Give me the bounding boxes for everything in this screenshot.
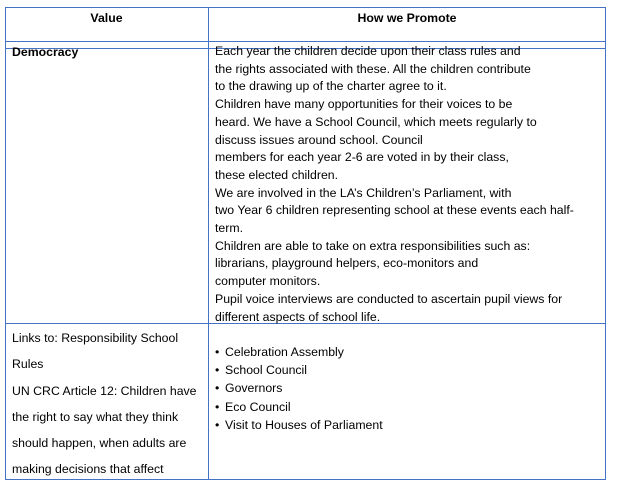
- list-item: [215, 398, 383, 416]
- description-line: members for each year 2-6 are voted in by their class,: [215, 150, 509, 165]
- description-line: Children have many opportunities for their voices to be: [215, 97, 513, 112]
- democracy-description: [215, 43, 574, 326]
- description-line: computer monitors.: [215, 274, 321, 289]
- links-line: Rules: [12, 357, 44, 372]
- list-item-label: School Council: [225, 363, 308, 378]
- list-item-label: Visit to Houses of Parliament: [225, 417, 383, 432]
- list-item-label: Governors: [225, 381, 283, 396]
- list-item-label: Celebration Assembly: [225, 345, 344, 359]
- description-line: term.: [215, 221, 244, 236]
- description-line: two Year 6 children representing school at these events each half-: [215, 203, 574, 218]
- list-item: [215, 361, 383, 379]
- description-line: We are involved in the LA’s Children’s Parliament, with: [215, 185, 512, 200]
- description-line: Each year the children decide upon their class rules and: [215, 44, 521, 58]
- description-line: Pupil voice interviews are conducted to ascertain pupil views for: [215, 291, 563, 306]
- table-border-left: [5, 7, 6, 480]
- bullet-icon: •: [215, 363, 220, 378]
- header-how-we-promote: How we Promote: [357, 11, 457, 25]
- description-line: the rights associated with these. All the children contribute: [215, 61, 531, 76]
- table-border-right: [605, 7, 606, 480]
- links-text: [12, 325, 197, 483]
- promotion-list: [215, 343, 383, 434]
- description-line: to the drawing up of the charter agree to it.: [215, 79, 447, 94]
- description-line: discuss issues around school. Council: [215, 132, 423, 147]
- bullet-icon: •: [215, 345, 220, 359]
- list-item: [215, 343, 383, 361]
- description-line: librarians, playground helpers, eco-monitors and: [215, 256, 479, 271]
- list-item: [215, 416, 383, 434]
- links-line: the right to say what they think: [12, 409, 179, 424]
- list-item: [215, 379, 383, 397]
- bullet-icon: •: [215, 381, 220, 396]
- description-line: heard. We have a School Council, which meets regularly to: [215, 114, 537, 129]
- description-line: Children are able to take on extra responsibilities such as:: [215, 238, 531, 253]
- links-line: should happen, when adults are: [12, 436, 187, 451]
- column-divider: [208, 7, 209, 480]
- list-item-label: Eco Council: [225, 399, 291, 414]
- header-divider: [5, 41, 606, 42]
- links-line: making decisions that affect: [12, 462, 164, 477]
- description-line: these elected children.: [215, 167, 339, 182]
- description-line: different aspects of school life.: [215, 309, 381, 324]
- values-table: [5, 7, 606, 480]
- links-line: Links to: Responsibility School: [12, 331, 179, 345]
- links-line: UN CRC Article 12: Children have: [12, 383, 197, 398]
- header-value: Value: [90, 11, 123, 25]
- bullet-icon: •: [215, 399, 220, 414]
- bullet-icon: •: [215, 417, 220, 432]
- value-democracy: Democracy: [12, 45, 79, 59]
- table-border-top: [5, 7, 606, 8]
